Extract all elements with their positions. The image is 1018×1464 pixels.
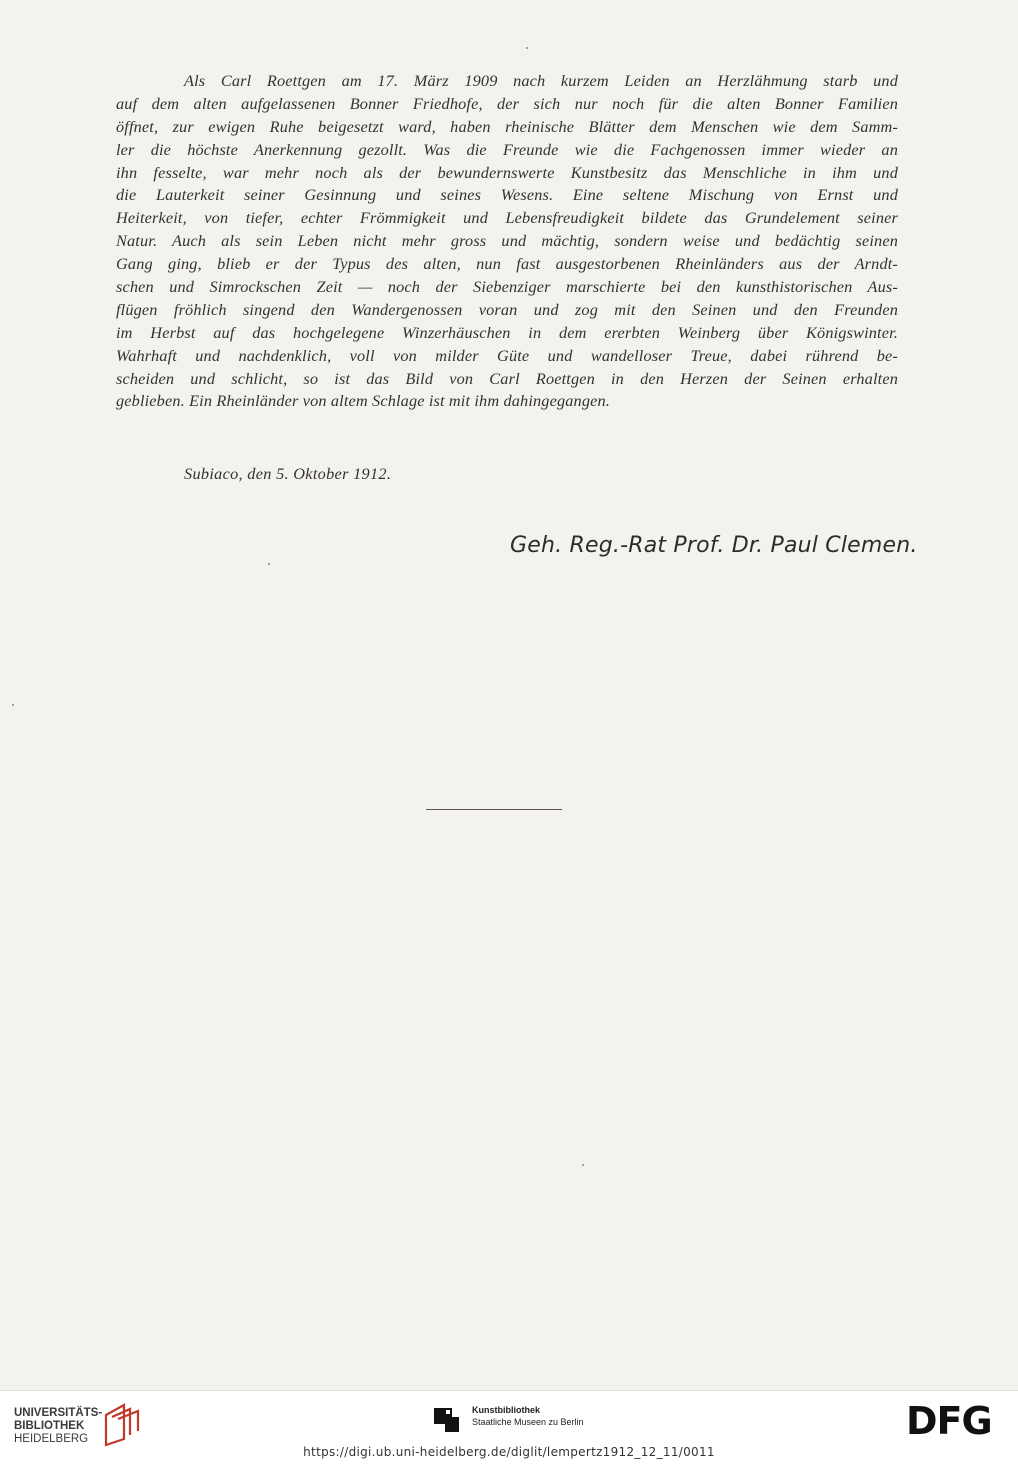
- text-line: ler die höchste Anerkennung gezollt. Was die Freunde wie die Fachgenossen immer wieder an: [116, 139, 898, 159]
- text-line: die Lauterkeit seiner Gesinnung und seines Wesens. Eine seltene Mischung von Ernst und: [116, 185, 898, 205]
- text-line: flügen fröhlich singend den Wandergenossen voran und zog mit den Seinen und den Freunden: [116, 299, 898, 319]
- source-url[interactable]: https://digi.ub.uni-heidelberg.de/diglit/lempertz1912_12_11/0011: [303, 1445, 715, 1459]
- text-line: Gang ging, blieb er der Typus des alten, nun fast ausgestorbenen Rheinländers aus der Arndt-: [116, 254, 898, 274]
- footer-bar: [0, 1390, 1018, 1464]
- text-line: ihn fesselte, war mehr noch als der bewundernswerte Kunstbesitz das Menschliche in ihm und: [116, 162, 898, 182]
- date-line: Subiaco, den 5. Oktober 1912.: [184, 464, 392, 483]
- text-line: Natur. Auch als sein Leben nicht mehr gross und mächtig, sondern weise und bedächtig seinen: [116, 231, 898, 251]
- text-line: scheiden und schlicht, so ist das Bild von Carl Roettgen in den Herzen der Seinen erhalten: [116, 368, 898, 388]
- text-line: Heiterkeit, von tiefer, echter Frömmigkeit und Lebensfreudigkeit bildete das Grundelement seiner: [116, 208, 898, 228]
- university-name-line: BIBLIOTHEK: [14, 1420, 85, 1432]
- kunstbibliothek-title: Kunstbibliothek: [472, 1405, 540, 1415]
- paper-speck: [526, 47, 528, 49]
- text-line: geblieben. Ein Rheinländer von altem Schlage ist mit ihm dahingegangen.: [116, 391, 611, 411]
- text-line: öffnet, zur ewigen Ruhe beigesetzt ward, haben rheinische Blätter dem Menschen wie dem Samm-: [116, 116, 898, 136]
- text-line: schen und Simrockschen Zeit — noch der Siebenziger marschierte bei den kunsthistorischen Aus-: [116, 277, 898, 297]
- university-library-icon[interactable]: [102, 1401, 142, 1447]
- text-line: auf dem alten aufgelassenen Bonner Friedhofe, der sich nur noch für die alten Bonner Familien: [116, 93, 898, 113]
- paper-speck: [12, 704, 14, 706]
- university-library-logo-text[interactable]: [14, 1407, 102, 1446]
- kunstbibliothek-icon[interactable]: [434, 1404, 464, 1432]
- text-line: im Herbst auf das hochgelegene Winzerhäuschen in dem ererbten Weinberg über Königswinter.: [116, 322, 898, 342]
- text-line: Wahrhaft und nachdenklich, voll von milder Güte und wandelloser Treue, dabei rührend be-: [116, 345, 898, 365]
- paper-speck: [582, 1164, 584, 1166]
- university-name-line: UNIVERSITÄTS-: [14, 1407, 103, 1419]
- divider-rule: [426, 809, 562, 810]
- signature: Geh. Reg.-Rat Prof. Dr. Paul Clemen.: [510, 533, 918, 558]
- university-name-line: HEIDELBERG: [14, 1433, 89, 1445]
- obituary-paragraph: [116, 70, 898, 413]
- kunstbibliothek-label: [472, 1404, 584, 1428]
- kunstbibliothek-subtitle: Staatliche Museen zu Berlin: [472, 1417, 584, 1427]
- paper-speck: [268, 563, 270, 565]
- text-line: Als Carl Roettgen am 17. März 1909 nach kurzem Leiden an Herzlähmung starb und: [184, 71, 898, 90]
- dfg-logo[interactable]: DFG: [906, 1399, 992, 1443]
